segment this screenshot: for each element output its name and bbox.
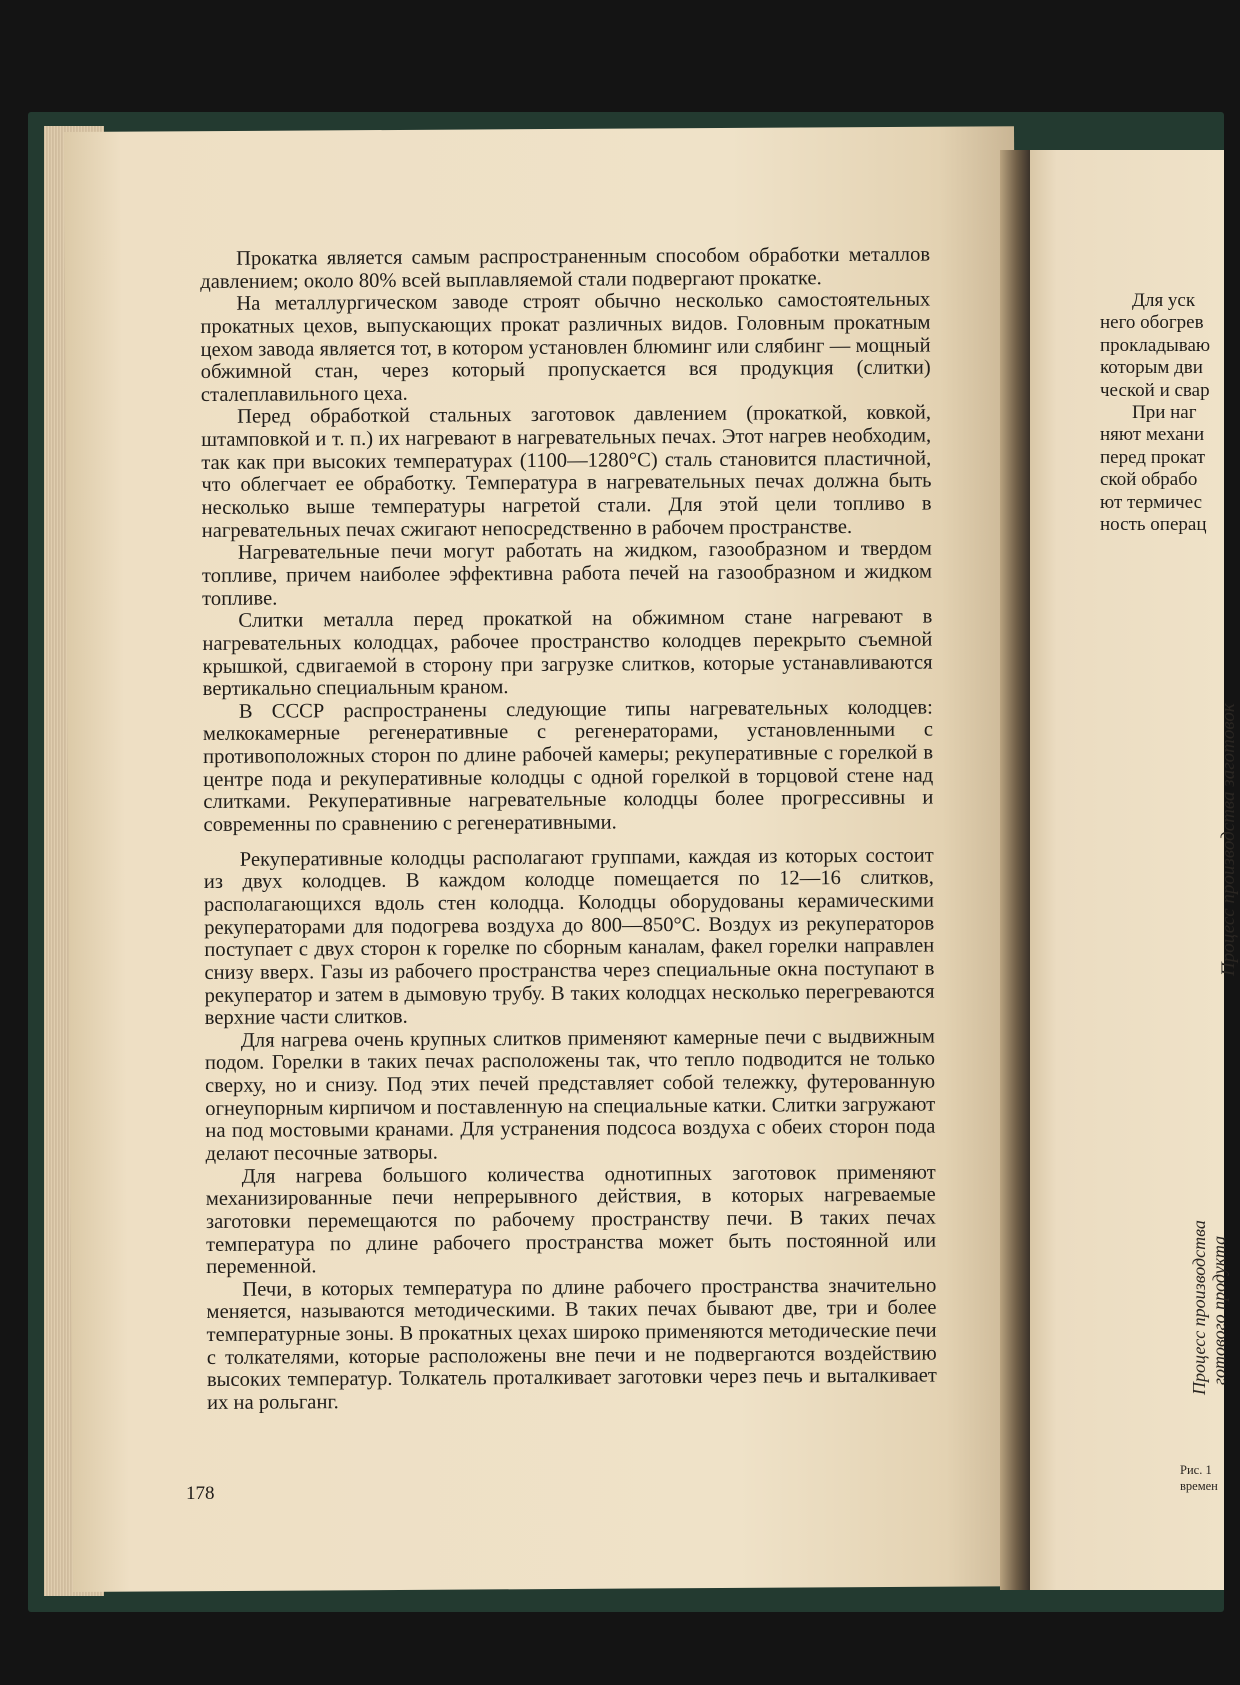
paragraph: Для нагрева очень крупных слитков применяют камерные печи с выдвижным подом. Горелки в таких печах расположены так, что тепло подводится не только сверху, но и снизу. Под этих печей представляет собой тележку, футерованную огнеупорным кирпичом и поставленную на специальные катки. Слитки загружают на под мостовыми кранами. Для устранения подсоса воздуха с обеих сторон пода делают песочные затворы. [204, 1025, 936, 1165]
text-line: перед прокат [1100, 446, 1206, 468]
figure-label-line: готового продукта [1208, 1235, 1229, 1385]
paragraph: На металлургическом заводе строят обычно несколько самостоятельных прокатных цехов, выпускающих прокат различных видов. Головным прокатным цехом завода является тот, в котором установлен блюминг или слябинг — мощный обжимной стан, через который пропускается вся продукция (слитки) сталеплавильного цеха. [200, 288, 931, 406]
figure-label-blanks: Процесс производства заготовок [1218, 703, 1239, 976]
text-line: прокладываю [1100, 334, 1211, 356]
paragraph: Перед обработкой стальных заготовок давлением (прокаткой, ковкой, штамповкой и т. п.) их нагревают в нагревательных печах. Этот нагрев необходим, так как при высоких температурах (1100—1280°С) сталь становится пластичной, что облегчает ее обработку. Температура в нагревательных печах должна быть несколько выше температуры нагретой стали. Для этой цели топливо в нагревательных печах сжигают непосредственно в рабочем пространстве. [201, 402, 932, 542]
text-line: него обогрев [1100, 312, 1204, 334]
text-line: Для уск [1132, 290, 1196, 311]
figure-caption [1180, 1463, 1218, 1494]
caption-line: Рис. 1 [1180, 1463, 1212, 1477]
paragraph: Печи, в которых температура по длине рабочего пространства значительно меняется, называются методическими. В таких печах бывают две, три и более температурные зоны. В прокатных цехах широко применяются методические печи с толкателями, которые расположены вне печи и не подвергаются воздействию высоких температур. Толкатель проталкивает заготовки через печь и выталкивает их на рольганг. [206, 1274, 937, 1415]
caption-line: времен [1180, 1478, 1218, 1493]
paragraph: В СССР распространены следующие типы нагревательных колодцев: мелкокамерные регенеративные с регенераторами, установленными с противоположных сторон по длине рабочей камеры; рекуперативные с горелкой в центре пода и рекуперативные колодцы с одной горелкой в торцовой стене над слитками. Рекуперативные нагревательные колодцы более прогрессивны и современны по сравнению с регенеративными. [202, 696, 934, 837]
left-page-text [200, 244, 937, 1415]
text-line: няют механи [1100, 424, 1205, 446]
book-gutter [1000, 150, 1030, 1590]
text-line: ческой и свар [1100, 379, 1210, 401]
text-line: ность операц [1100, 513, 1207, 535]
figure-label-line: Процесс производства [1189, 1220, 1209, 1395]
page-number: 178 [186, 1483, 215, 1504]
paragraph: Прокатка является самым распространенным способом обработки металлов давлением; около 80% всей выплавляемой стали подвергают прокатке. [200, 243, 931, 293]
paragraph: Слитки металла перед прокаткой на обжимном стане нагревают в нагревательных колодцах, рабочее пространство колодцев перекрыто съемной крышкой, сдвигаемой в сторону при загрузке слитков, которые устанавливаются вертикально специальным краном. [202, 605, 933, 701]
right-page-text [1100, 290, 1240, 536]
text-line: ской обрабо [1100, 469, 1198, 491]
paragraph: Рекуперативные колодцы располагают группами, каждая из которых состоит из двух колодцев. В каждом колодце помещается по 12—16 слитков, располагающихся вдоль стен колодца. Колодцы оборудованы керамическими рекуператорами для подогрева воздуха до 800—850°С. Воздух из рекуператоров поступает с двух сторон к горелке по сборным каналам, факел горелки направлен снизу вверх. Газы из рабочего пространства через специальные окна поступают в рекуператор и затем в дымовую трубу. В таких колодцах несколько перегреваются верхние части слитков. [203, 844, 935, 1030]
figure-label-finished-product [1190, 1220, 1230, 1395]
text-line: ют термичес [1100, 491, 1203, 513]
text-line: которым дви [1100, 357, 1203, 379]
paragraph: Нагревательные печи могут работать на жидком, газообразном и твердом топливе, причем наиболее эффективна работа печей на газообразном и жидком топливе. [201, 537, 933, 610]
paragraph: Для нагрева большого количества однотипных заготовок применяют механизированные печи непрерывного действия, в которых нагреваемые заготовки перемещаются по рабочему пространству печи. В таких печах температура по длине рабочего пространства может быть постоянной или переменной. [205, 1161, 937, 1279]
text-line: При наг [1132, 401, 1197, 423]
